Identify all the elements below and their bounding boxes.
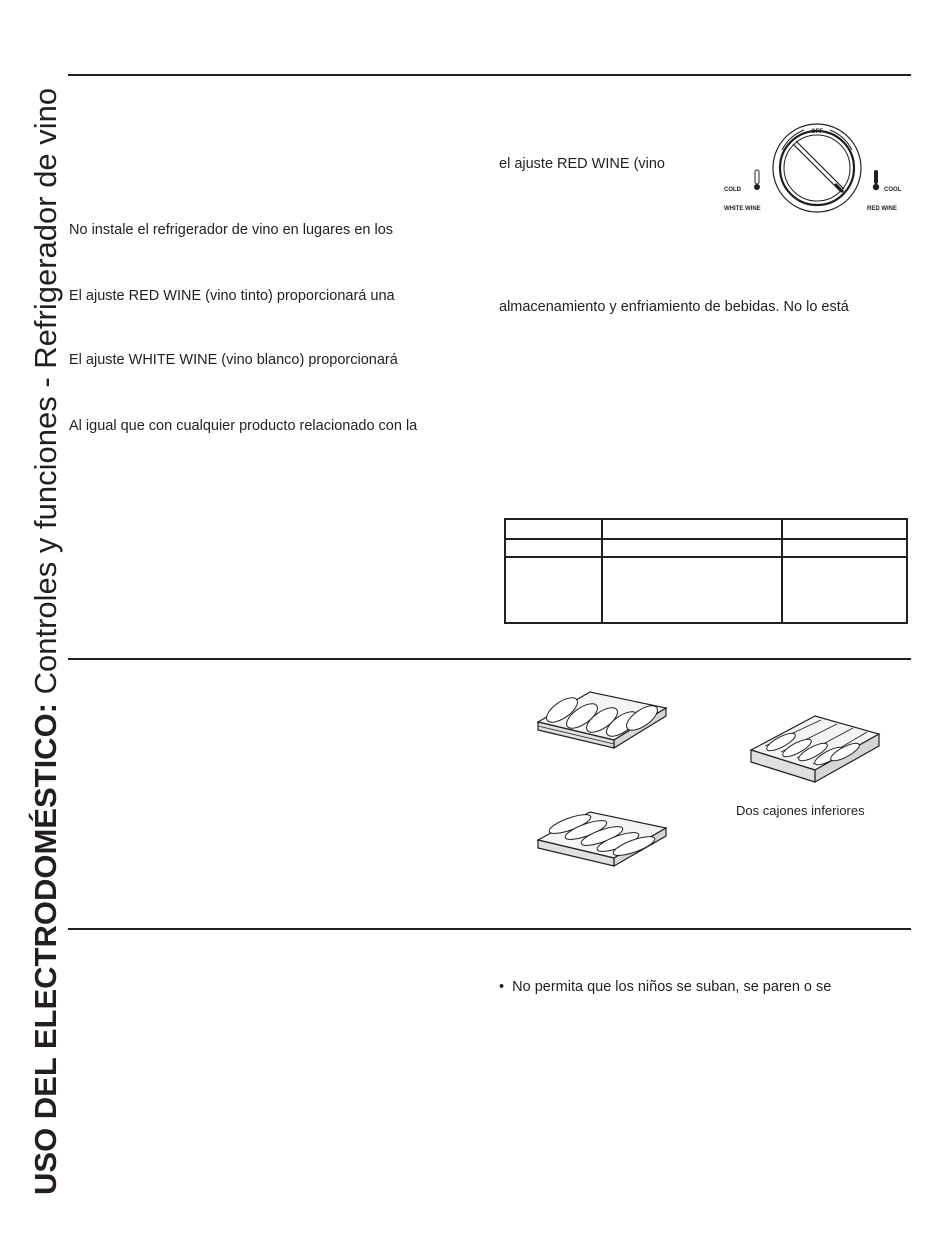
temperature-dial-illustration (720, 120, 910, 220)
wine-shelf-illustration-2 (530, 798, 670, 878)
dial-cool-label: COOL (884, 187, 902, 193)
section-side-title (20, 35, 72, 1195)
dial-off-label: OFF (811, 129, 823, 135)
dial-red-wine-label: RED WINE (867, 206, 897, 212)
table-row (505, 539, 907, 557)
top-rule (68, 74, 911, 76)
lower-drawers-illustration (745, 710, 885, 800)
right-paragraph-2: almacenamiento y enfriamiento de bebidas. No lo está (499, 299, 849, 315)
table-cell (602, 557, 782, 623)
dial-cold-label: COLD (724, 187, 741, 193)
table-cell (505, 539, 602, 557)
bullet-icon: • (499, 979, 505, 995)
wine-shelf-illustration-1 (530, 680, 670, 760)
table-cell (782, 557, 907, 623)
table-cell (602, 519, 782, 539)
side-title-bold: USO DEL ELECTRODOMÉSTICO: (28, 702, 63, 1195)
right-paragraph-1: el ajuste RED WINE (vino (499, 156, 665, 172)
settings-table (504, 518, 908, 624)
table-cell (602, 539, 782, 557)
safety-item-text: No permita que los niños se suban, se paren o se (512, 979, 832, 995)
safety-list-item (499, 978, 831, 996)
table-cell (782, 539, 907, 557)
table-cell (505, 519, 602, 539)
side-title-regular: Controles y funciones - Refrigerador de vino (28, 87, 63, 703)
left-paragraph-3: El ajuste WHITE WINE (vino blanco) proporcionará (69, 352, 398, 368)
middle-rule (68, 658, 911, 660)
table-row (505, 519, 907, 539)
dial-white-wine-label: WHITE WINE (724, 206, 761, 212)
lower-rule (68, 928, 911, 930)
table-cell (505, 557, 602, 623)
left-paragraph-1: No instale el refrigerador de vino en lugares en los (69, 222, 394, 238)
table-cell (782, 519, 907, 539)
left-paragraph-2: El ajuste RED WINE (vino tinto) proporcionará una (69, 288, 395, 304)
lower-drawers-caption: Dos cajones inferiores (736, 803, 865, 818)
left-paragraph-4: Al igual que con cualquier producto relacionado con la (69, 418, 418, 434)
table-row (505, 557, 907, 623)
